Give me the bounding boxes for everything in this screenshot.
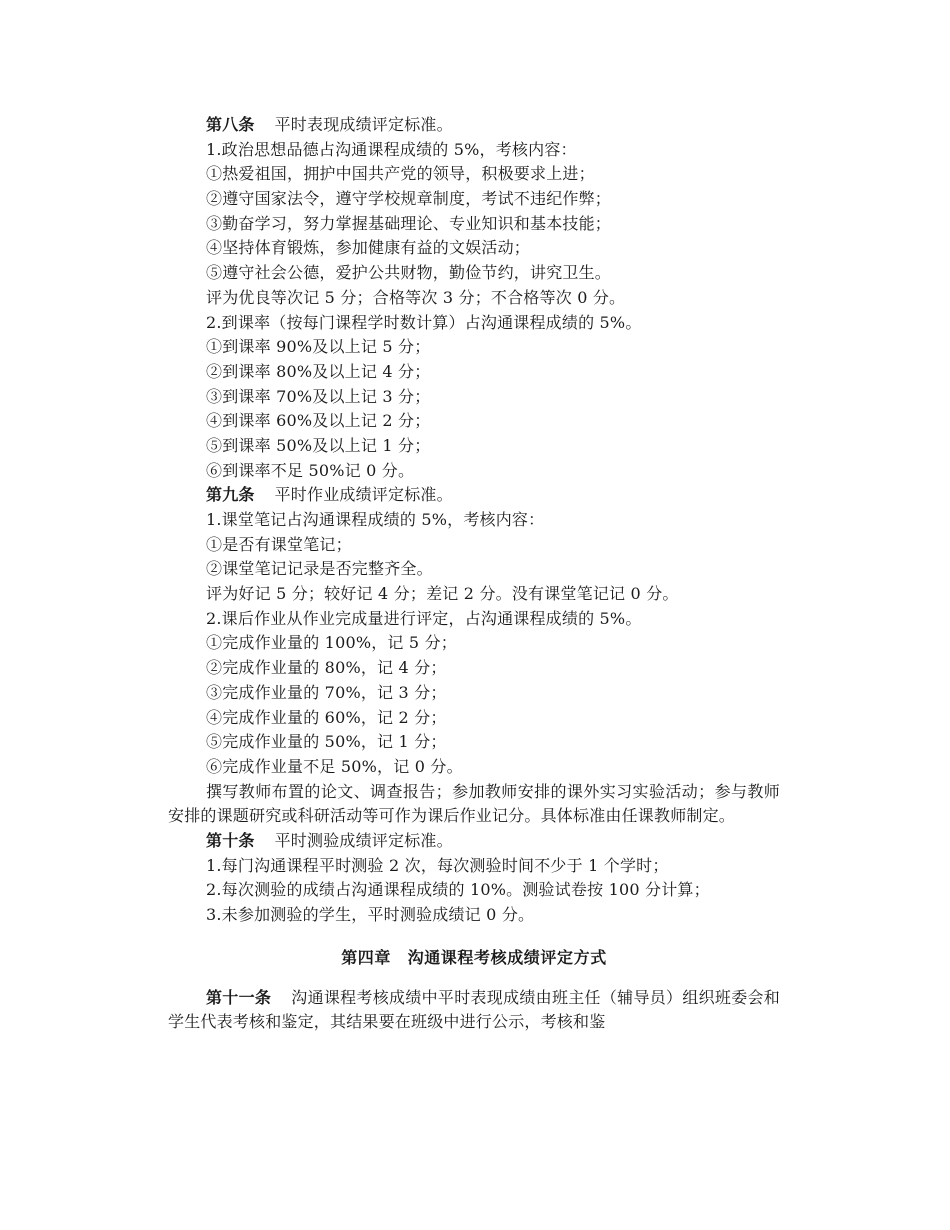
article-8-item: ③勤奋学习，努力掌握基础理论、专业知识和基本技能； xyxy=(206,213,612,233)
article-8-item: ④坚持体育锻炼，参加健康有益的文娱活动； xyxy=(206,238,531,258)
article-9-item: 1.课堂笔记占沟通课程成绩的 5%，考核内容： xyxy=(206,510,545,529)
article-9-item: 评为好记 5 分；较好记 4 分；差记 2 分。没有课堂笔记记 0 分。 xyxy=(206,584,679,604)
article-8-item: ②遵守国家法令，遵守学校规章制度，考试不违纪作弊； xyxy=(206,189,612,209)
article-8-item: ⑥到课率不足 50%记 0 分。 xyxy=(206,460,415,480)
article-9-item: ⑥完成作业量不足 50%，记 0 分。 xyxy=(206,756,463,776)
article-8-item: ③到课率 70%及以上记 3 分； xyxy=(206,386,431,406)
article-9-number: 第九条 xyxy=(206,485,255,505)
article-9-item: 2.课后作业从作业完成量进行评定，占沟通课程成绩的 5%。 xyxy=(206,608,642,628)
article-9-note-paragraph: 撰写教师布置的论文、调查报告；参加教师安排的课外实习实验活动；参与教师安排的课题研究或科研活动等可作为课后作业记分。具体标准由任课教师制定。 xyxy=(168,781,780,826)
article-9-heading-line xyxy=(168,483,780,508)
article-8-item: ⑤遵守社会公德，爱护公共财物，勤俭节约，讲究卫生。 xyxy=(206,263,612,283)
document-body xyxy=(168,113,780,1035)
article-9-item: ①完成作业量的 100%，记 5 分； xyxy=(206,633,457,653)
article-10-title: 平时测验成绩评定标准。 xyxy=(274,830,453,850)
article-8-number: 第八条 xyxy=(206,115,255,134)
article-11-number: 第十一条 xyxy=(206,987,272,1007)
article-9-item: ②课堂笔记记录是否完整齐全。 xyxy=(206,559,433,579)
article-8-item: 评为优良等次记 5 分；合格等次 3 分；不合格等次 0 分。 xyxy=(206,287,626,307)
article-9-item: ④完成作业量的 60%，记 2 分； xyxy=(206,707,447,727)
article-9-title: 平时作业成绩评定标准。 xyxy=(274,485,453,505)
article-8-item: ④到课率 60%及以上记 2 分； xyxy=(206,411,431,431)
article-9-item: ①是否有课堂笔记； xyxy=(206,534,352,554)
chapter-4-title: 第四章 沟通课程考核成绩评定方式 xyxy=(341,947,607,967)
article-8-item: 2.到课率（按每门课程学时数计算）占沟通课程成绩的 5%。 xyxy=(206,312,642,332)
article-11-paragraph xyxy=(168,986,780,1035)
article-8-item: ②到课率 80%及以上记 4 分； xyxy=(206,361,431,381)
article-10-heading-line xyxy=(168,829,780,854)
article-11-text: 沟通课程考核成绩中平时表现成绩由班主任（辅导员）组织班委会和学生代表考核和鉴定，其结果要在班级中进行公示，考核和鉴 xyxy=(168,987,780,1032)
article-10-number: 第十条 xyxy=(206,830,255,850)
article-9-item: ⑤完成作业量的 50%，记 1 分； xyxy=(206,732,447,752)
article-9-item: ②完成作业量的 80%，记 4 分； xyxy=(206,658,447,678)
article-8-item: ①热爱祖国，拥护中国共产党的领导，积极要求上进； xyxy=(206,164,595,184)
article-10-item: 3.未参加测验的学生，平时测验成绩记 0 分。 xyxy=(206,905,535,925)
article-8-item: ⑤到课率 50%及以上记 1 分； xyxy=(206,435,431,455)
article-10-item: 2.每次测验的成绩占沟通课程成绩的 10%。测验试卷按 100 分计算； xyxy=(206,880,710,900)
article-8-title: 平时表现成绩评定标准。 xyxy=(274,115,453,134)
article-8-heading-line xyxy=(168,113,780,138)
article-8-item: 1.政治思想品德占沟通课程成绩的 5%，考核内容： xyxy=(206,139,577,159)
article-9-item: ③完成作业量的 70%，记 3 分； xyxy=(206,682,447,702)
article-10-item: 1.每门沟通课程平时测验 2 次，每次测验时间不少于 1 个学时； xyxy=(206,855,669,875)
article-8-item: ①到课率 90%及以上记 5 分； xyxy=(206,337,431,357)
